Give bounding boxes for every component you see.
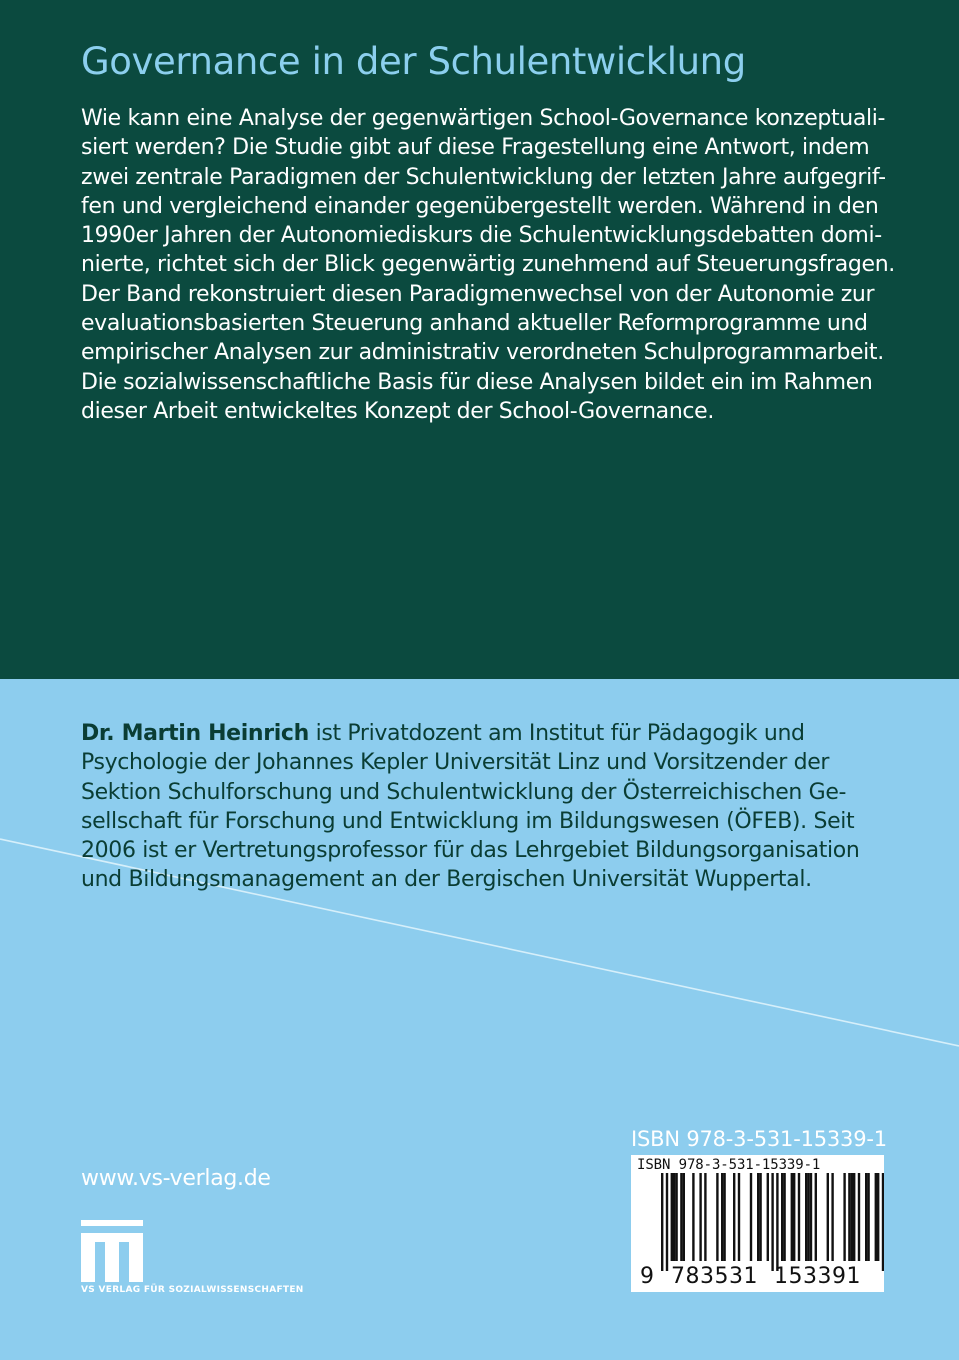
- barcode-bar: [733, 1173, 735, 1261]
- barcode-bar: [865, 1173, 867, 1261]
- barcode-bar: [759, 1173, 761, 1261]
- publisher-logo-icon: [81, 1220, 143, 1282]
- barcode-bar: [851, 1173, 853, 1261]
- bio-line: 2006 ist er Vertretungsprofessor für das Lehrgebiet Bildungsorganisation: [81, 838, 860, 864]
- author-bio: [81, 719, 881, 895]
- barcode-right-digits: 153391: [774, 1264, 861, 1289]
- barcode-bar: [783, 1173, 785, 1261]
- barcode-bar: [661, 1173, 663, 1271]
- barcode-bar: [875, 1173, 877, 1261]
- blurb-line: siert werden? Die Studie gibt auf diese Fragestellung eine Antwort, indem: [81, 135, 870, 161]
- barcode-bar: [781, 1173, 783, 1261]
- barcode-bar: [738, 1173, 740, 1261]
- blurb-line: nierte, richtet sich der Blick gegenwärtig zunehmend auf Steuerungsfragen.: [81, 252, 895, 278]
- barcode-left-digits: 783531: [671, 1264, 758, 1289]
- barcode-bar: [680, 1173, 682, 1261]
- barcode-bar: [831, 1173, 833, 1261]
- barcode-bar: [699, 1173, 701, 1261]
- barcode-bar: [675, 1173, 677, 1261]
- blurb-line: Die sozialwissenschaftliche Basis für diese Analysen bildet ein im Rahmen: [81, 369, 873, 395]
- barcode: [631, 1155, 884, 1292]
- blurb-line: fen und vergleichend einander gegenübergestellt werden. Während in den: [81, 193, 879, 219]
- publisher-logo-text: VS VERLAG FÜR SOZIALWISSENSCHAFTEN: [81, 1285, 304, 1295]
- barcode-bar: [767, 1173, 769, 1261]
- barcode-bar: [815, 1173, 817, 1261]
- barcode-bar: [798, 1173, 800, 1261]
- barcode-bar: [683, 1173, 685, 1261]
- barcode-bar: [793, 1173, 795, 1261]
- barcode-bar: [877, 1173, 879, 1261]
- barcode-bar: [853, 1173, 855, 1261]
- book-title: Governance in der Schulentwicklung: [81, 40, 746, 83]
- isbn-label: ISBN 978-3-531-15339-1: [631, 1127, 887, 1151]
- barcode-bar: [671, 1173, 673, 1261]
- barcode-bar: [843, 1173, 845, 1261]
- blurb-line: dieser Arbeit entwickeltes Konzept der School-Governance.: [81, 398, 714, 424]
- blurb-line: 1990er Jahren der Autonomiediskurs die Schulentwicklungsdebatten domi-: [81, 223, 882, 249]
- bio-line: sellschaft für Forschung und Entwicklung im Bildungswesen (ÖFEB). Seit: [81, 808, 855, 834]
- barcode-bar: [810, 1173, 812, 1261]
- barcode-bar: [750, 1173, 752, 1261]
- barcode-bar: [848, 1173, 850, 1261]
- barcode-bar: [704, 1173, 706, 1261]
- blurb-line: Wie kann eine Analyse der gegenwärtigen School-Governance konzeptuali-: [81, 106, 886, 131]
- barcode-bar: [666, 1173, 668, 1271]
- blurb-line: zwei zentrale Paradigmen der Schulentwicklung der letzten Jahre aufgegrif-: [81, 164, 886, 190]
- bio-line: Psychologie der Johannes Kepler Universität Linz und Vorsitzender der: [81, 750, 830, 776]
- barcode-bar: [776, 1173, 778, 1271]
- author-name: Dr. Martin Heinrich: [81, 721, 309, 746]
- barcode-bar: [827, 1173, 829, 1261]
- barcode-bar: [673, 1173, 675, 1261]
- barcode-bar: [723, 1173, 725, 1261]
- barcode-isbn-text: ISBN 978-3-531-15339-1: [637, 1157, 821, 1173]
- barcode-bars: [631, 1173, 884, 1273]
- barcode-bar: [716, 1173, 718, 1261]
- barcode-bar: [882, 1173, 884, 1271]
- bio-line: und Bildungsmanagement an der Bergischen Universität Wuppertal.: [81, 867, 812, 893]
- barcode-bar: [867, 1173, 869, 1261]
- barcode-bar: [791, 1173, 793, 1261]
- barcode-bar: [757, 1173, 759, 1261]
- bio-line: Sektion Schulforschung und Schulentwicklung der Österreichischen Ge-: [81, 779, 847, 805]
- barcode-bar: [721, 1173, 723, 1261]
- blurb-line: evaluationsbasierten Steuerung anhand aktueller Reformprogramme und: [81, 311, 868, 337]
- barcode-bar: [807, 1173, 809, 1261]
- barcode-bar: [692, 1173, 694, 1261]
- blurb-line: empirischer Analysen zur administrativ verordneten Schulprogrammarbeit.: [81, 340, 884, 366]
- blurb-line: Der Band rekonstruiert diesen Paradigmenwechsel von der Autonomie zur: [81, 281, 875, 307]
- blurb-text: [81, 104, 895, 426]
- barcode-bar: [771, 1173, 773, 1271]
- barcode-bar: [805, 1173, 807, 1261]
- publisher-url[interactable]: www.vs-verlag.de: [81, 1166, 271, 1191]
- barcode-first-digit: 9: [640, 1264, 654, 1289]
- barcode-bar: [858, 1173, 860, 1261]
- bio-line: [81, 719, 881, 748]
- bio-line-rest: ist Privatdozent am Institut für Pädagogik und: [308, 721, 805, 746]
